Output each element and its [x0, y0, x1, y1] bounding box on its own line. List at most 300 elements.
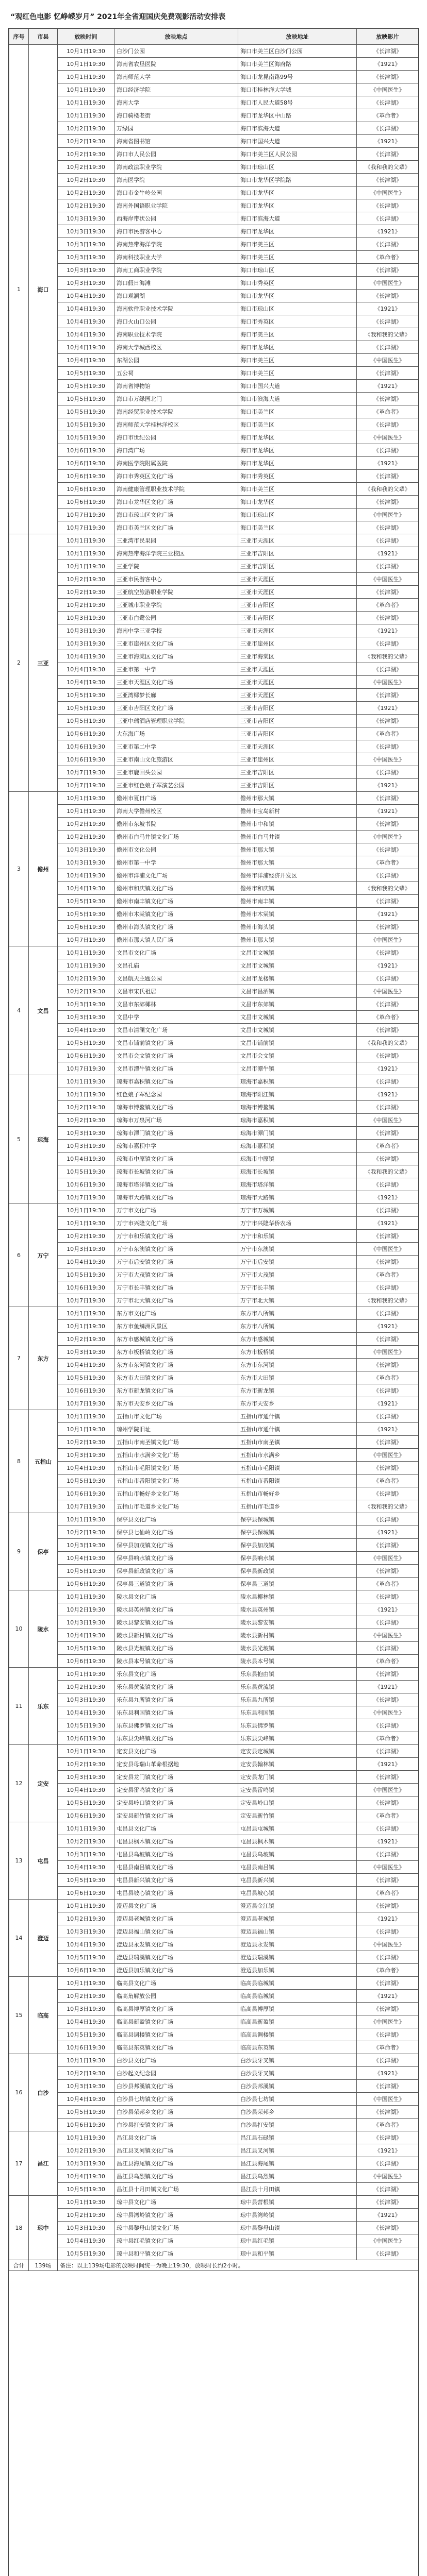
film-cell: 《1921》 [357, 805, 419, 818]
venue-cell: 三亚市天涯区文化广场 [114, 676, 238, 689]
address-cell: 儋州市那大镇 [238, 934, 357, 946]
table-row [9, 1513, 419, 1526]
city-cell: 三亚 [29, 534, 58, 792]
film-cell: 《长津湖》 [357, 1462, 419, 1475]
table-row [9, 1049, 419, 1062]
film-cell: 《长津湖》 [357, 1771, 419, 1784]
time-cell: 10月6日19:30 [58, 1655, 114, 1668]
time-cell: 10月3日19:30 [58, 1011, 114, 1024]
venue-cell: 三亚市白鹭公园 [114, 612, 238, 624]
address-cell: 澄迈县福山镇 [238, 1925, 357, 1938]
table-row [9, 624, 419, 637]
address-cell: 定安县雷鸣镇 [238, 1784, 357, 1797]
time-cell: 10月2日19:30 [58, 1681, 114, 1693]
table-row [9, 431, 419, 444]
city-cell: 临高 [29, 1977, 58, 2054]
table-row [9, 367, 419, 380]
address-cell: 万宁市后安镇 [238, 1256, 357, 1268]
venue-cell: 五指山市毛道乡文化广场 [114, 1500, 238, 1513]
table-body [9, 45, 419, 2260]
venue-cell: 海口观澜湖 [114, 290, 238, 302]
time-cell: 10月6日19:30 [58, 740, 114, 753]
time-cell: 10月7日19:30 [58, 1294, 114, 1307]
table-row [9, 1874, 419, 1887]
film-cell: 《中国医生》 [357, 1938, 419, 1951]
table-row [9, 238, 419, 251]
table-row [9, 637, 419, 650]
table-row [9, 1230, 419, 1243]
city-cell: 琼中 [29, 2196, 58, 2260]
film-cell: 《长津湖》 [357, 367, 419, 380]
venue-cell: 屯昌县乌坡镇文化广场 [114, 1848, 238, 1861]
film-cell: 《长津湖》 [357, 869, 419, 882]
table-row [9, 380, 419, 393]
venue-cell: 儋州市和庆镇文化广场 [114, 882, 238, 895]
table-row [9, 934, 419, 946]
venue-cell: 东方市天安乡文化广场 [114, 1397, 238, 1410]
time-cell: 10月4日19:30 [58, 302, 114, 315]
venue-cell: 五公祠 [114, 367, 238, 380]
col-header-no: 序号 [9, 29, 29, 45]
city-cell: 琼海 [29, 1075, 58, 1204]
venue-cell: 屯昌县南吕镇文化广场 [114, 1861, 238, 1874]
film-cell: 《1921》 [357, 1397, 419, 1410]
address-cell: 文昌市文城镇 [238, 946, 357, 959]
film-cell: 《长津湖》 [357, 1049, 419, 1062]
address-cell: 三亚市天涯区 [238, 586, 357, 599]
venue-cell: 临高县东英镇文化广场 [114, 2041, 238, 2054]
time-cell: 10月4日19:30 [58, 1153, 114, 1165]
address-cell: 海口市龙华区 [238, 457, 357, 470]
address-cell: 澄迈县金江镇 [238, 1900, 357, 1912]
film-cell: 《长津湖》 [357, 2054, 419, 2067]
table-row [9, 831, 419, 843]
time-cell: 10月2日19:30 [58, 831, 114, 843]
address-cell: 定安县翰林镇 [238, 1758, 357, 1771]
time-cell: 10月4日19:30 [58, 676, 114, 689]
film-cell: 《1921》 [357, 908, 419, 921]
film-cell: 《长津湖》 [357, 921, 419, 934]
time-cell: 10月1日19:30 [58, 1668, 114, 1681]
time-cell: 10月1日19:30 [58, 1204, 114, 1217]
table-row [9, 1371, 419, 1384]
total-row [9, 2260, 419, 2271]
address-cell: 陵水县新村镇 [238, 1629, 357, 1642]
address-cell: 海口市美兰区 [238, 251, 357, 264]
address-cell: 海口市琼山区 [238, 161, 357, 174]
venue-cell: 东方市大田镇文化广场 [114, 1371, 238, 1384]
film-cell: 《长津湖》 [357, 2222, 419, 2234]
time-cell: 10月1日19:30 [58, 58, 114, 71]
address-cell: 儋州市木棠镇 [238, 908, 357, 921]
film-cell: 《长津湖》 [357, 2080, 419, 2093]
address-cell: 陵水县椰林镇 [238, 1590, 357, 1603]
venue-cell: 屯昌县坡心镇文化广场 [114, 1887, 238, 1900]
row-number: 17 [9, 2131, 29, 2196]
film-cell: 《长津湖》 [357, 393, 419, 405]
table-row [9, 560, 419, 573]
table-row [9, 1153, 419, 1165]
film-cell: 《1921》 [357, 1088, 419, 1101]
table-row [9, 2157, 419, 2170]
time-cell: 10月2日19:30 [58, 1101, 114, 1114]
time-cell: 10月5日19:30 [58, 380, 114, 393]
address-cell: 东方市八所镇 [238, 1307, 357, 1320]
table-row [9, 187, 419, 199]
table-row [9, 2222, 419, 2234]
film-cell: 《长津湖》 [357, 1127, 419, 1140]
film-cell: 《1921》 [357, 702, 419, 715]
venue-cell: 万绿园 [114, 122, 238, 135]
table-row [9, 1719, 419, 1732]
film-cell: 《1921》 [357, 380, 419, 393]
film-cell: 《长津湖》 [357, 998, 419, 1011]
time-cell: 10月5日19:30 [58, 689, 114, 702]
table-row [9, 959, 419, 972]
time-cell: 10月4日19:30 [58, 1861, 114, 1874]
address-cell: 三亚市天涯区 [238, 624, 357, 637]
table-row [9, 547, 419, 560]
time-cell: 10月6日19:30 [58, 457, 114, 470]
time-cell: 10月2日19:30 [58, 1333, 114, 1346]
venue-cell: 定安县雷鸣镇文化广场 [114, 1784, 238, 1797]
venue-cell: 海南省博物馆 [114, 380, 238, 393]
venue-cell: 万宁市北大镇文化广场 [114, 1294, 238, 1307]
city-cell: 万宁 [29, 1204, 58, 1307]
row-number: 3 [9, 792, 29, 946]
time-cell: 10月6日19:30 [58, 2119, 114, 2131]
address-cell: 儋州市洋浦经济开发区 [238, 869, 357, 882]
film-cell: 《长津湖》 [357, 1204, 419, 1217]
venue-cell: 西海岸带状公园 [114, 212, 238, 225]
table-row [9, 1114, 419, 1127]
film-cell: 《1921》 [357, 1835, 419, 1848]
table-row [9, 1925, 419, 1938]
time-cell: 10月3日19:30 [58, 2157, 114, 2170]
table-row [9, 1848, 419, 1861]
time-cell: 10月6日19:30 [58, 1049, 114, 1062]
table-row [9, 2067, 419, 2080]
row-number: 6 [9, 1204, 29, 1307]
venue-cell: 五指山市畅好乡文化广场 [114, 1487, 238, 1500]
film-cell: 《长津湖》 [357, 1101, 419, 1114]
table-row [9, 895, 419, 908]
address-cell: 临高县调楼镇 [238, 2028, 357, 2041]
time-cell: 10月3日19:30 [58, 637, 114, 650]
venue-cell: 东方市新龙镇文化广场 [114, 1384, 238, 1397]
venue-cell: 琼中县文化广场 [114, 2196, 238, 2209]
address-cell: 海口市龙华区 [238, 431, 357, 444]
venue-cell: 文昌市铺前镇文化广场 [114, 1037, 238, 1049]
venue-cell: 海口市美兰区文化广场 [114, 521, 238, 534]
table-row [9, 2106, 419, 2119]
time-cell: 10月1日19:30 [58, 1590, 114, 1603]
table-row [9, 921, 419, 934]
table-row [9, 2209, 419, 2222]
time-cell: 10月3日19:30 [58, 238, 114, 251]
table-row [9, 341, 419, 354]
address-cell: 海口市秀英区 [238, 470, 357, 483]
film-cell: 《中国医生》 [357, 1243, 419, 1256]
address-cell: 琼中县和平镇 [238, 2247, 357, 2260]
time-cell: 10月3日19:30 [58, 1140, 114, 1153]
film-cell: 《长津湖》 [357, 1745, 419, 1758]
address-cell: 三亚市吉阳区 [238, 599, 357, 612]
address-cell: 海口市美兰区 [238, 354, 357, 367]
film-cell: 《长津湖》 [357, 612, 419, 624]
city-cell: 文昌 [29, 946, 58, 1075]
address-cell: 海口市滨海大道 [238, 393, 357, 405]
time-cell: 10月2日19:30 [58, 586, 114, 599]
venue-cell: 定安县龙门镇文化广场 [114, 1771, 238, 1784]
table-row [9, 251, 419, 264]
table-row [9, 2196, 419, 2209]
time-cell: 10月5日19:30 [58, 1874, 114, 1887]
venue-cell: 文昌孔庙 [114, 959, 238, 972]
table-row [9, 2028, 419, 2041]
film-cell: 《1921》 [357, 1062, 419, 1075]
venue-cell: 陵水县新村镇文化广场 [114, 1629, 238, 1642]
time-cell: 10月1日19:30 [58, 2196, 114, 2209]
address-cell: 白沙县荣邦乡 [238, 2106, 357, 2119]
venue-cell: 海口骑楼老街 [114, 109, 238, 122]
venue-cell: 海南医学院附属医院 [114, 457, 238, 470]
address-cell: 屯昌县枫木镇 [238, 1835, 357, 1848]
film-cell: 《中国医生》 [357, 431, 419, 444]
address-cell: 儋州市那大镇 [238, 843, 357, 856]
time-cell: 10月6日19:30 [58, 753, 114, 766]
venue-cell: 琼州学院旧址 [114, 1423, 238, 1436]
time-cell: 10月2日19:30 [58, 135, 114, 148]
film-cell: 《长津湖》 [357, 45, 419, 58]
address-cell: 万宁市大茂镇 [238, 1268, 357, 1281]
table-row [9, 122, 419, 135]
venue-cell: 乐东县九所镇文化广场 [114, 1693, 238, 1706]
address-cell: 东方市八所镇 [238, 1320, 357, 1333]
film-cell: 《中国医生》 [357, 354, 419, 367]
venue-cell: 红色娘子军纪念园 [114, 1088, 238, 1101]
address-cell: 澄迈县老城镇 [238, 1912, 357, 1925]
film-cell: 《长津湖》 [357, 1384, 419, 1397]
venue-cell: 三亚市南山文化旅游区 [114, 753, 238, 766]
address-cell: 海口市秀英区 [238, 315, 357, 328]
venue-cell: 三亚航空旅游职业学院 [114, 586, 238, 599]
table-row [9, 1191, 419, 1204]
film-cell: 《长津湖》 [357, 2003, 419, 2015]
film-cell: 《我和我的父辈》 [357, 882, 419, 895]
film-cell: 《中国医生》 [357, 1449, 419, 1462]
film-cell: 《中国医生》 [357, 985, 419, 998]
venue-cell: 琼中县黎母山镇文化广场 [114, 2222, 238, 2234]
venue-cell: 琼海市长坡镇文化广场 [114, 1165, 238, 1178]
venue-cell: 三亚城市职业学院 [114, 599, 238, 612]
film-cell: 《革命者》 [357, 251, 419, 264]
table-row [9, 1797, 419, 1809]
table-row [9, 277, 419, 290]
venue-cell: 保亭县三道镇文化广场 [114, 1578, 238, 1590]
venue-cell: 海口市万绿园北门 [114, 393, 238, 405]
address-cell: 五指山市通什镇 [238, 1410, 357, 1423]
address-cell: 海口市滨海大道 [238, 212, 357, 225]
film-cell: 《革命者》 [357, 1809, 419, 1822]
time-cell: 10月4日19:30 [58, 882, 114, 895]
address-cell: 海口市人民大道58号 [238, 96, 357, 109]
time-cell: 10月7日19:30 [58, 1062, 114, 1075]
time-cell: 10月1日19:30 [58, 1900, 114, 1912]
address-cell: 琼中县红毛镇 [238, 2234, 357, 2247]
address-cell: 白沙县牙叉镇 [238, 2054, 357, 2067]
address-cell: 三亚市天涯区 [238, 740, 357, 753]
venue-cell: 海南大学 [114, 96, 238, 109]
film-cell: 《革命者》 [357, 2119, 419, 2131]
table-row [9, 1912, 419, 1925]
venue-cell: 陵水县黎安镇文化广场 [114, 1616, 238, 1629]
address-cell: 保亭县保城镇 [238, 1526, 357, 1539]
time-cell: 10月3日19:30 [58, 264, 114, 277]
film-cell: 《长津湖》 [357, 1024, 419, 1037]
time-cell: 10月1日19:30 [58, 959, 114, 972]
table-row [9, 1088, 419, 1101]
film-cell: 《革命者》 [357, 109, 419, 122]
film-cell: 《长津湖》 [357, 766, 419, 779]
address-cell: 五指山市水满乡 [238, 1449, 357, 1462]
venue-cell: 儋州市夏日广场 [114, 792, 238, 805]
time-cell: 10月6日19:30 [58, 470, 114, 483]
time-cell: 10月4日19:30 [58, 1938, 114, 1951]
table-row [9, 946, 419, 959]
time-cell: 10月1日19:30 [58, 1410, 114, 1423]
venue-cell: 东方市板桥镇文化广场 [114, 1346, 238, 1359]
film-cell: 《革命者》 [357, 1268, 419, 1281]
venue-cell: 三亚市第一中学 [114, 663, 238, 676]
venue-cell: 临高县文化广场 [114, 1977, 238, 1990]
table-row [9, 1487, 419, 1500]
film-cell: 《长津湖》 [357, 1410, 419, 1423]
film-cell: 《中国医生》 [357, 2093, 419, 2106]
film-cell: 《长津湖》 [357, 122, 419, 135]
address-cell: 屯昌县屯城镇 [238, 1822, 357, 1835]
time-cell: 10月6日19:30 [58, 921, 114, 934]
film-cell: 《革命者》 [357, 1475, 419, 1487]
address-cell: 海口市美兰区人民公园 [238, 148, 357, 161]
venue-cell: 白沙县邦溪镇文化广场 [114, 2080, 238, 2093]
time-cell: 10月5日19:30 [58, 908, 114, 921]
address-cell: 屯昌县新兴镇 [238, 1874, 357, 1887]
film-cell: 《长津湖》 [357, 418, 419, 431]
address-cell: 屯昌县坡心镇 [238, 1887, 357, 1900]
film-cell: 《1921》 [357, 1681, 419, 1693]
film-cell: 《长津湖》 [357, 2131, 419, 2144]
film-cell: 《长津湖》 [357, 2028, 419, 2041]
table-row [9, 599, 419, 612]
row-number: 8 [9, 1410, 29, 1513]
table-row [9, 1784, 419, 1797]
venue-cell: 三亚市吉阳区文化广场 [114, 702, 238, 715]
table-row [9, 1281, 419, 1294]
time-cell: 10月4日19:30 [58, 1552, 114, 1565]
venue-cell: 海口湾广场 [114, 444, 238, 457]
table-row [9, 1861, 419, 1874]
address-cell: 儋州市中和镇 [238, 818, 357, 831]
table-footer [9, 2260, 419, 2271]
address-cell: 三亚市海棠区 [238, 650, 357, 663]
table-row [9, 1024, 419, 1037]
address-cell: 五指山市南圣镇 [238, 1436, 357, 1449]
address-cell: 三亚市吉阳区 [238, 727, 357, 740]
table-row [9, 882, 419, 895]
address-cell: 儋州市南丰镇 [238, 895, 357, 908]
address-cell: 澄迈县瑞溪镇 [238, 1951, 357, 1964]
film-cell: 《长津湖》 [357, 715, 419, 727]
page-title: “观红色电影 忆峥嵘岁月” 2021年全省迎国庆免费观影活动安排表 [10, 13, 226, 21]
table-row [9, 908, 419, 921]
time-cell: 10月3日19:30 [58, 624, 114, 637]
table-row [9, 1178, 419, 1191]
film-cell: 《1921》 [357, 959, 419, 972]
film-cell: 《长津湖》 [357, 534, 419, 547]
table-row [9, 1565, 419, 1578]
time-cell: 10月3日19:30 [58, 856, 114, 869]
film-cell: 《长津湖》 [357, 740, 419, 753]
table-row [9, 1706, 419, 1719]
table-row [9, 1333, 419, 1346]
film-cell: 《中国医生》 [357, 1114, 419, 1127]
address-cell: 文昌市文城镇 [238, 959, 357, 972]
time-cell: 10月1日19:30 [58, 1745, 114, 1758]
venue-cell: 三亚学院 [114, 560, 238, 573]
film-cell: 《1921》 [357, 1758, 419, 1771]
venue-cell: 东方市鱼鳞洲风景区 [114, 1320, 238, 1333]
table-row [9, 354, 419, 367]
venue-cell: 五指山市南圣镇文化广场 [114, 1436, 238, 1449]
table-row [9, 1307, 419, 1320]
time-cell: 10月6日19:30 [58, 727, 114, 740]
film-cell: 《长津湖》 [357, 792, 419, 805]
venue-cell: 文昌市文化广场 [114, 946, 238, 959]
address-cell: 琼中县营根镇 [238, 2196, 357, 2209]
address-cell: 东方市感城镇 [238, 1333, 357, 1346]
table-row [9, 418, 419, 431]
film-cell: 《长津湖》 [357, 1256, 419, 1268]
venue-cell: 儋州市第一中学 [114, 856, 238, 869]
venue-cell: 海南省农垦医院 [114, 58, 238, 71]
address-cell: 海口市龙华区中山路 [238, 109, 357, 122]
time-cell: 10月7日19:30 [58, 779, 114, 792]
film-cell: 《长津湖》 [357, 1668, 419, 1681]
venue-cell: 白沙县荣邦乡文化广场 [114, 2106, 238, 2119]
film-cell: 《我和我的父辈》 [357, 1165, 419, 1178]
row-number: 10 [9, 1590, 29, 1668]
film-cell: 《1921》 [357, 1526, 419, 1539]
address-cell: 澄迈县永发镇 [238, 1938, 357, 1951]
address-cell: 海口市龙华区 [238, 199, 357, 212]
time-cell: 10月1日19:30 [58, 71, 114, 83]
film-cell: 《长津湖》 [357, 1436, 419, 1449]
venue-cell: 万宁市和乐镇文化广场 [114, 1230, 238, 1243]
address-cell: 儋州市和庆镇 [238, 882, 357, 895]
film-cell: 《长津湖》 [357, 96, 419, 109]
time-cell: 10月2日19:30 [58, 1114, 114, 1127]
time-cell: 10月6日19:30 [58, 1487, 114, 1500]
film-cell: 《长津湖》 [357, 1977, 419, 1990]
address-cell: 白沙县打安镇 [238, 2119, 357, 2131]
table-row [9, 1964, 419, 1977]
venue-cell: 海南科技职业大学 [114, 251, 238, 264]
table-row [9, 843, 419, 856]
total-value: 139场 [29, 2260, 58, 2271]
table-row [9, 1745, 419, 1758]
time-cell: 10月2日19:30 [58, 1912, 114, 1925]
